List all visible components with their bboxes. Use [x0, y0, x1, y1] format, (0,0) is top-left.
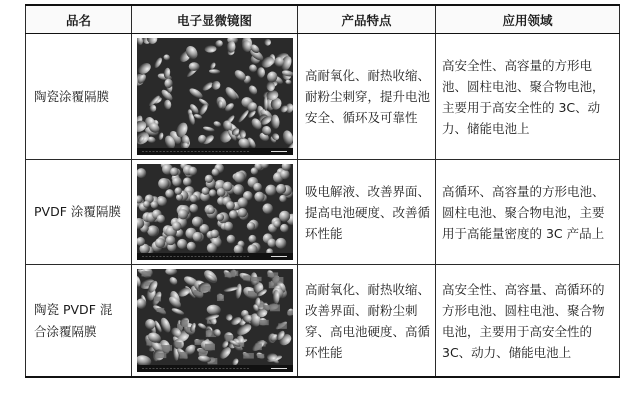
sem-micrograph-ceramic-pvdf — [137, 269, 293, 372]
micrograph-cell — [132, 34, 298, 160]
table-header-row — [26, 5, 620, 34]
product-features: 高耐氧化、耐热收缩、改善界面、耐粉尘刺穿、高电池硬度、高循环性能 — [298, 265, 436, 378]
header-applications: 应用领域 — [436, 5, 620, 34]
product-table — [25, 4, 620, 378]
product-features: 吸电解液、改善界面、提高电池硬度、改善循环性能 — [298, 160, 436, 265]
header-features: 产品特点 — [298, 5, 436, 34]
product-applications: 高安全性、高容量、高循环的方形电池、圆柱电池、聚合物电池，主要用于高安全性的 3C、动力、储能电池上 — [436, 265, 620, 378]
product-applications: 高循环、高容量的方形电池、圆柱电池、聚合物电池，主要用于高能量密度的 3C 产品上 — [436, 160, 620, 265]
sem-micrograph-pvdf — [137, 164, 293, 260]
header-product-name: 品名 — [26, 5, 132, 34]
product-applications: 高安全性、高容量的方形电池、圆柱电池、聚合物电池，主要用于高安全性的 3C、动力、储能电池上 — [436, 34, 620, 160]
micrograph-cell — [132, 160, 298, 265]
table-row — [26, 265, 620, 378]
product-name: PVDF 涂覆隔膜 — [26, 160, 132, 265]
product-features: 高耐氧化、耐热收缩、耐粉尘刺穿，提升电池安全、循环及可靠性 — [298, 34, 436, 160]
header-micrograph: 电子显微镜图 — [132, 5, 298, 34]
table-row — [26, 160, 620, 265]
micrograph-cell — [132, 265, 298, 378]
product-name: 陶瓷涂覆隔膜 — [26, 34, 132, 160]
sem-micrograph-ceramic — [137, 38, 293, 155]
table-row — [26, 34, 620, 160]
product-name: 陶瓷 PVDF 混合涂覆隔膜 — [26, 265, 132, 378]
